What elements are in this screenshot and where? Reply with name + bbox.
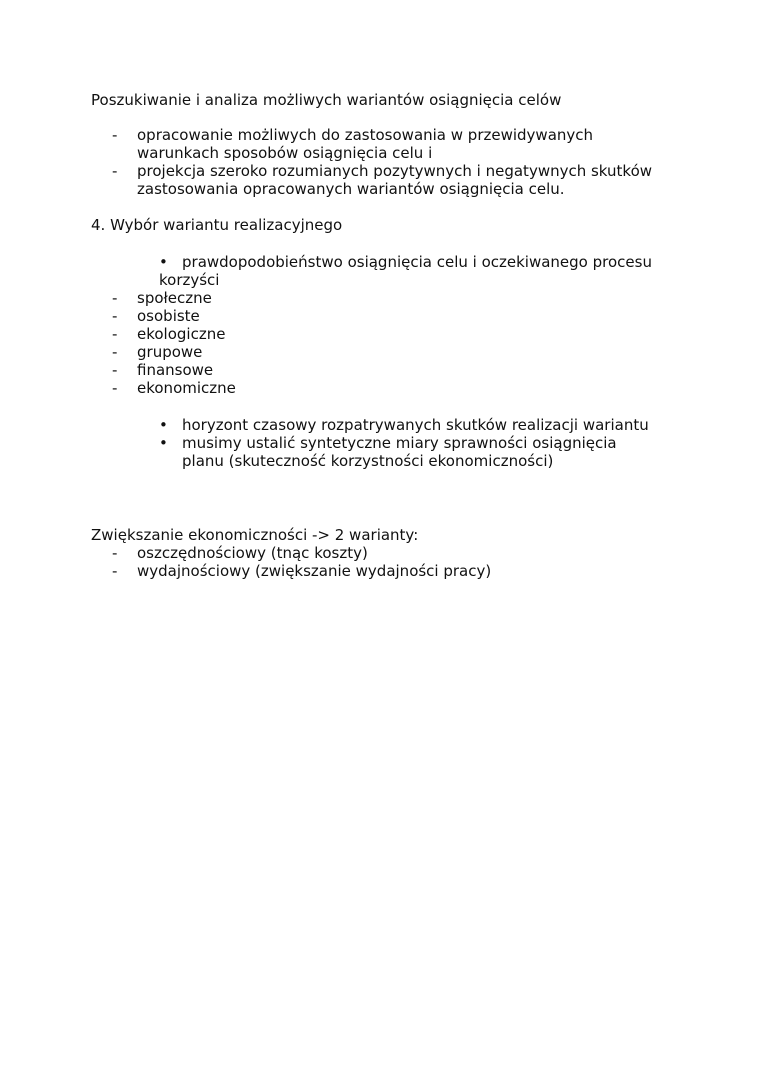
dash-marker: - <box>112 126 118 144</box>
section-economy-increase <box>91 526 691 544</box>
dash-marker: - <box>112 325 118 343</box>
list-item-text: osobiste <box>137 307 200 325</box>
list-item <box>91 325 691 343</box>
list-item <box>91 562 691 580</box>
list-item-text: społeczne <box>137 289 212 307</box>
bullet-marker: • <box>159 253 168 271</box>
list-item-text: oszczędnościowy (tnąc koszty) <box>137 544 368 562</box>
criteria-bullet-list <box>91 416 691 470</box>
list-item <box>91 307 691 325</box>
list-item-text: ekonomiczne <box>137 379 236 397</box>
variants-dash-list <box>91 126 691 198</box>
benefits-dash-list <box>91 289 691 397</box>
probability-bullet-list <box>91 253 691 289</box>
list-item-text: grupowe <box>137 343 203 361</box>
list-item <box>91 379 691 397</box>
section-heading: Zwiększanie ekonomiczności -> 2 warianty: <box>91 526 419 544</box>
section-variants-search <box>91 91 691 109</box>
section-heading: 4. Wybór wariantu realizacyjnego <box>91 216 343 234</box>
list-item <box>91 162 677 198</box>
list-item <box>91 361 691 379</box>
list-item-text: musimy ustalić syntetyczne miary sprawności osiągnięcia planu (skuteczność korzystności ekonomiczności) <box>182 434 617 470</box>
list-item <box>91 416 662 434</box>
list-item <box>91 544 691 562</box>
list-item <box>91 253 669 289</box>
dash-marker: - <box>112 379 118 397</box>
dash-marker: - <box>112 289 118 307</box>
dash-marker: - <box>112 343 118 361</box>
list-item <box>91 434 662 470</box>
section-heading: Poszukiwanie i analiza możliwych wariantów osiągnięcia celów <box>91 91 562 109</box>
list-item-text: ekologiczne <box>137 325 226 343</box>
list-item-text: opracowanie możliwych do zastosowania w przewidywanych warunkach sposobów osiągnięcia celu i <box>137 126 594 162</box>
list-item-text: wydajnościowy (zwiększanie wydajności pracy) <box>137 562 492 580</box>
dash-marker: - <box>112 162 118 180</box>
list-item-text: prawdopodobieństwo osiągnięcia celu i oczekiwanego procesu korzyści <box>159 253 652 289</box>
bullet-marker: • <box>159 434 168 452</box>
list-item-text: finansowe <box>137 361 214 379</box>
dash-marker: - <box>112 361 118 379</box>
dash-marker: - <box>112 307 118 325</box>
section-variant-choice <box>91 216 691 234</box>
dash-marker: - <box>112 544 118 562</box>
dash-marker: - <box>112 562 118 580</box>
list-item <box>91 289 691 307</box>
list-item-text: horyzont czasowy rozpatrywanych skutków realizacji wariantu <box>182 416 649 434</box>
economy-variants-dash-list <box>91 544 691 580</box>
list-item <box>91 343 691 361</box>
list-item <box>91 126 677 162</box>
list-item-text: projekcja szeroko rozumianych pozytywnych i negatywnych skutków zastosowania opracowanych wariantów osiągnięcia celu. <box>137 162 653 198</box>
bullet-marker: • <box>159 416 168 434</box>
